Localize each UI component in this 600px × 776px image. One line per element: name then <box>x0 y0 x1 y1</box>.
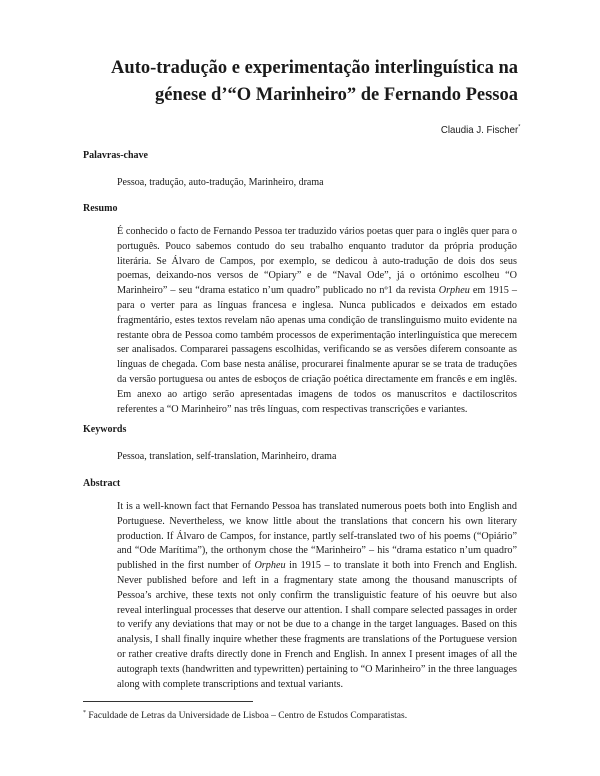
footnote <box>83 710 407 721</box>
author-name <box>441 124 520 136</box>
keywords-text: Pessoa, translation, self-translation, Marinheiro, drama <box>117 451 337 462</box>
abstract-paragraph <box>117 500 517 692</box>
resumo-text-part2: em 1915 – para o verter para as línguas francesa e inglesa. Nunca publicados e deixados em estado fragmentário, estes textos revelam não apenas uma condição de translinguismo muito evidente na restante obra de Pessoa como também processos de experimentação interlinguística que merecem ser analisados. Compararei passagens escolhidas, verificando se as versões diferem consoante as línguas de chegada. Com base nesta análise, procurarei finalmente apurar se se trata de traduções da versão portuguesa ou antes de esboços de criação poética directamente em francês e em inglês. Em anexo ao artigo serão apresentadas imagens de todos os manuscritos e dactiloscritos referentes a “O Marinheiro” nas três línguas, com respectivas transcrições e variantes. <box>117 285 517 415</box>
abstract-text-part2: in 1915 – to translate it both into French and English. Never published before and left in a fragmentary state among the thousand manuscripts of Pessoa’s archive, these texts not only confirm the transliguistic feature of his oeuvre but also reveal interlingual processes that deserve our attention. I shall compare selected passages in order to verify any deviations that may or not be due to a change in the target languages. Based on this analysis, I shall finally inquire whether these fragments are translations of the Portuguese version or rather creative drafts directly done in French and English. In annex I present images of all the autograph texts (handwritten and typewritten) pertaining to “O Marinheiro” in the three languages along with complete transcriptions and textual variants. <box>117 560 518 690</box>
footnote-text: Faculdade de Letras da Universidade de Lisboa – Centro de Estudos Comparatistas. <box>86 711 408 722</box>
title-line-1: Auto-tradução e experimentação interlinguística na <box>111 58 518 78</box>
footnote-divider <box>83 701 253 702</box>
paper-title <box>58 55 518 109</box>
author-name-text: Claudia J. Fischer <box>440 124 518 136</box>
abstract-text-part1: It is a well-known fact that Fernando Pessoa has translated numerous poets both into English and Portuguese. Nevertheless, we know little about the translations that concern his own literary production. If Álvaro de Campos, for instance, partly self-translated two of his poems (“Opiário” and “Ode Marítima”), the orthonym chose the “Marinheiro” – his “drama estatico n’um quadro” published in the first number of <box>117 501 517 572</box>
abstract-heading: Abstract <box>83 478 121 489</box>
palavras-chave-heading: Palavras-chave <box>83 150 148 161</box>
resumo-heading: Resumo <box>83 203 118 214</box>
author-footnote-marker: * <box>517 124 520 131</box>
title-line-2: génese d’“O Marinheiro” de Fernando Pessoa <box>155 85 518 105</box>
footnote-marker: * <box>83 710 86 716</box>
abstract-journal-title: Orpheu <box>254 560 286 572</box>
resumo-text-part1: É conhecido o facto de Fernando Pessoa ter traduzido vários poetas quer para o inglês quer para o português. Pouco sabemos contudo do seu trabalho enquanto tradutor da própria produção literária. Se Álvaro de Campos, por exemplo, se dedicou à auto-tradução de dois dos seus poemas, deixando-nos versos de “Opiary” e de “Naval Ode”, já o ortónimo escolheu “O Marinheiro” – seu “drama estatico n’um quadro” publicado no nº1 da revista <box>117 226 517 297</box>
keywords-heading: Keywords <box>83 424 127 435</box>
resumo-journal-title: Orpheu <box>438 285 470 297</box>
palavras-chave-text: Pessoa, tradução, auto-tradução, Marinheiro, drama <box>117 177 324 188</box>
resumo-paragraph <box>117 225 517 417</box>
